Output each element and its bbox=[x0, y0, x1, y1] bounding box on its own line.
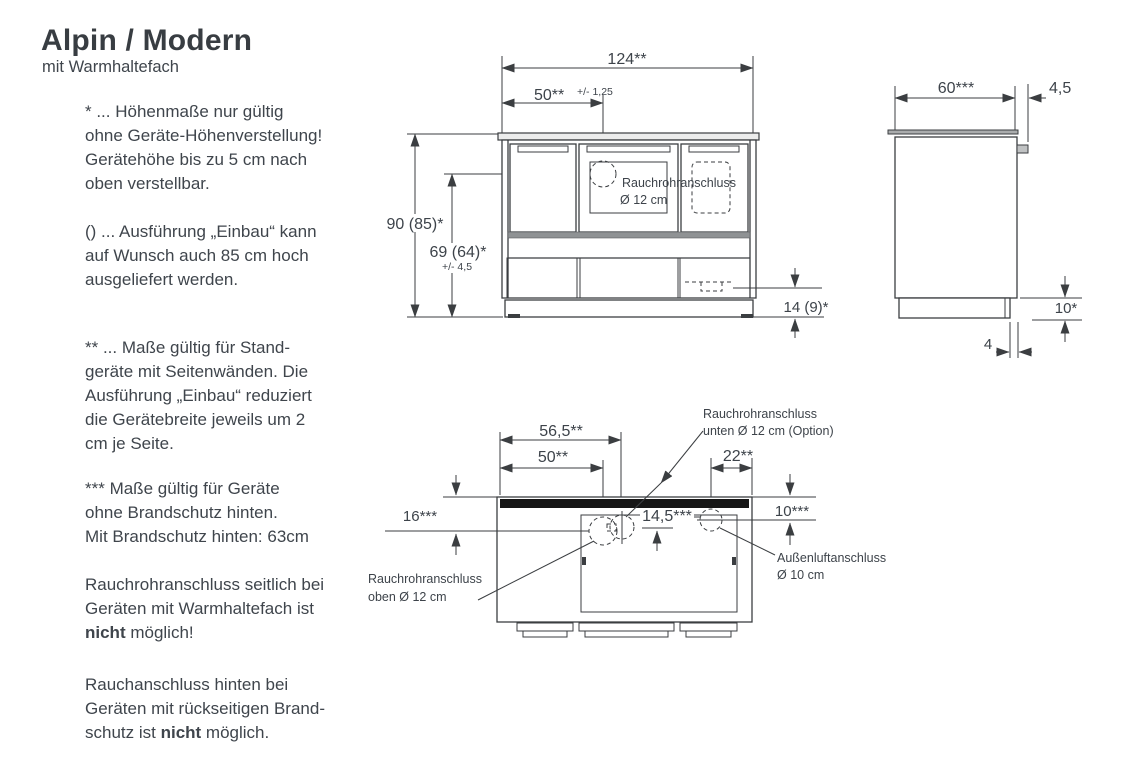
front-flue-offset-tol-label: +/- 1,25 bbox=[577, 86, 613, 98]
right-hinge-mark bbox=[732, 557, 736, 565]
note-line: Ausführung „Einbau“ reduziert bbox=[85, 386, 312, 405]
note-double-asterisk bbox=[85, 336, 375, 456]
note-line: *** Maße gültig für Geräte bbox=[85, 479, 280, 498]
note-line: geräte mit Seitenwänden. Die bbox=[85, 362, 309, 381]
flue-top-label-line1: Rauchrohranschluss bbox=[368, 572, 482, 586]
air-inlet-label-line1: Außenluftanschluss bbox=[777, 551, 887, 565]
stove-front-body bbox=[498, 133, 759, 318]
side-plinth bbox=[899, 298, 1010, 318]
front-flue-height-dim-label: 69 (64)* bbox=[429, 244, 487, 261]
front-flue-label-line1: Rauchrohranschluss bbox=[622, 176, 736, 190]
left-hinge-mark bbox=[582, 557, 586, 565]
side-rail-handle bbox=[1017, 145, 1028, 153]
note-triple-asterisk bbox=[85, 477, 375, 549]
side-depth-dimension bbox=[895, 80, 1015, 130]
note-line: Geräten mit Warmhaltefach ist bbox=[85, 599, 314, 618]
stove-top-body bbox=[497, 497, 752, 637]
side-rail-dimension bbox=[1028, 80, 1071, 142]
note-line: Mit Brandschutz hinten: 63cm bbox=[85, 527, 309, 546]
flue-bottom-label-line2: unten Ø 12 cm (Option) bbox=[703, 424, 834, 438]
side-depth-dim-label: 60*** bbox=[937, 80, 975, 97]
stove-side-body bbox=[888, 130, 1028, 318]
air-inlet-label-line2: Ø 10 cm bbox=[777, 568, 825, 582]
front-top-plate bbox=[498, 133, 759, 140]
note-height-asterisk bbox=[85, 100, 375, 196]
foot-middle bbox=[579, 623, 674, 631]
front-flue-offset-dim-label: 50** bbox=[534, 87, 565, 104]
note-line: nicht möglich! bbox=[85, 623, 194, 642]
note-line: ohne Brandschutz hinten. bbox=[85, 503, 278, 522]
front-view-drawing bbox=[375, 45, 845, 345]
flue-bottom-label-line1: Rauchrohranschluss bbox=[703, 407, 817, 421]
front-height-dimension bbox=[385, 134, 503, 317]
note-line: Rauchanschluss hinten bei bbox=[85, 675, 289, 694]
front-gray-band bbox=[508, 232, 750, 238]
note-line: auf Wunsch auch 85 cm hoch bbox=[85, 246, 309, 265]
note-parentheses bbox=[85, 220, 375, 292]
side-plinth-height-dimension bbox=[1020, 276, 1082, 342]
foot-left bbox=[517, 623, 573, 631]
side-view-drawing bbox=[870, 55, 1100, 370]
side-plinth-recess-dim-label: 4 bbox=[983, 336, 993, 353]
top-air-depth-label: 10*** bbox=[774, 503, 810, 520]
top-flue-top-depth-label: 16*** bbox=[402, 508, 438, 525]
front-flue-label-line2: Ø 12 cm bbox=[620, 193, 668, 207]
side-top-plate bbox=[888, 130, 1018, 134]
top-air-offset-label: 22** bbox=[722, 448, 754, 465]
front-left-door bbox=[510, 144, 576, 232]
front-width-dim-label: 124** bbox=[607, 51, 647, 68]
top-view-drawing bbox=[365, 395, 905, 650]
side-rail-dim-label: 4,5 bbox=[1049, 80, 1072, 97]
note-line: ** ... Maße gültig für Stand- bbox=[85, 338, 291, 357]
note-line: cm je Seite. bbox=[85, 434, 174, 453]
note-line: ausgeliefert werden. bbox=[85, 270, 239, 289]
top-flue-bottom-offset-label: 56,5** bbox=[539, 423, 583, 440]
note-line: Gerätehöhe bis zu 5 cm nach bbox=[85, 150, 308, 169]
front-height-dim-label: 90 (85)* bbox=[386, 216, 444, 233]
top-flue-bottom-depth-label: 14,5*** bbox=[642, 508, 692, 525]
flue-top-label-line2: oben Ø 12 cm bbox=[368, 590, 447, 604]
note-line: Rauchrohranschluss seitlich bei bbox=[85, 575, 325, 594]
front-plinth bbox=[505, 300, 753, 317]
front-flue-height-dimension bbox=[428, 174, 489, 317]
foot-right bbox=[680, 623, 737, 631]
front-flue-height-tol-label: +/- 4,5 bbox=[441, 261, 473, 273]
front-left-foot bbox=[508, 314, 520, 318]
ash-detail-dim-label: 14 (9)* bbox=[783, 299, 829, 316]
page-subtitle: mit Warmhaltefach bbox=[42, 58, 179, 76]
note-line: die Gerätebreite jeweils um 2 bbox=[85, 410, 306, 429]
side-plinth-height-dim-label: 10* bbox=[1054, 300, 1078, 317]
note-line: oben verstellbar. bbox=[85, 174, 210, 193]
page-title: Alpin / Modern bbox=[41, 24, 253, 57]
note-line: ohne Geräte-Höhenverstellung! bbox=[85, 126, 323, 145]
note-line: () ... Ausführung „Einbau“ kann bbox=[85, 222, 317, 241]
note-flue-side bbox=[85, 573, 375, 645]
side-plinth-recess-dimension bbox=[984, 322, 1032, 358]
note-line: * ... Höhenmaße nur gültig bbox=[85, 102, 284, 121]
note-flue-rear bbox=[85, 673, 375, 745]
note-line: schutz ist nicht möglich. bbox=[85, 723, 270, 742]
top-flue-top-offset-label: 50** bbox=[537, 449, 569, 466]
hob-strip bbox=[500, 499, 749, 508]
note-line: Geräten mit rückseitigen Brand- bbox=[85, 699, 325, 718]
